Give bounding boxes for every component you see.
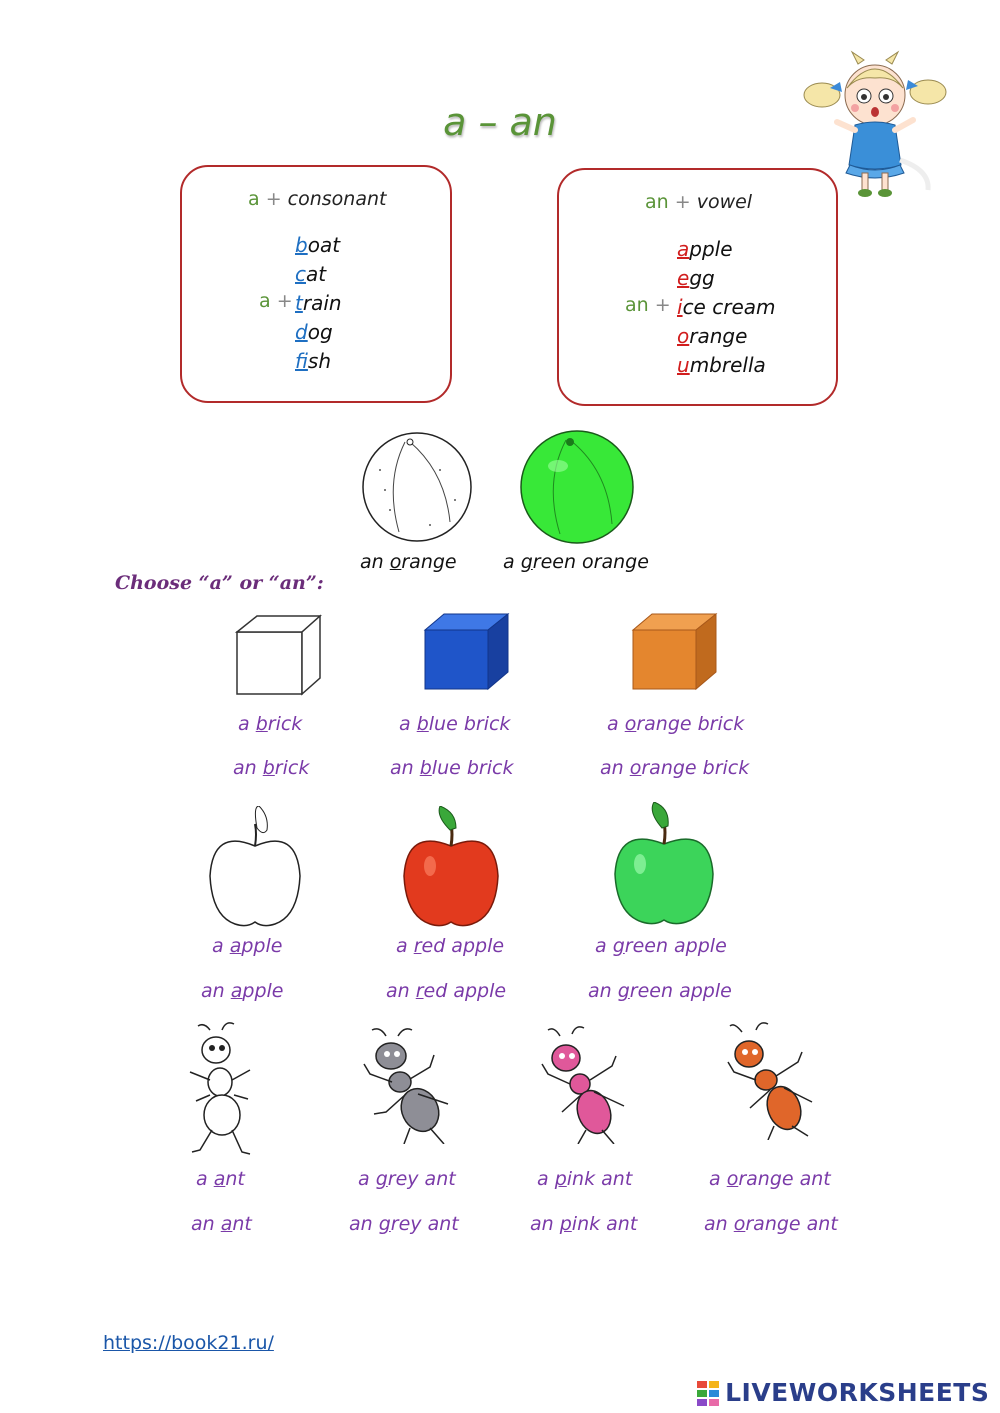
word-first-letter: o (677, 324, 690, 348)
option-a-red-apple[interactable] (396, 935, 504, 957)
option-an-orange-ant[interactable] (704, 1213, 838, 1235)
liveworksheets-logo (696, 1378, 989, 1407)
vowel-word (677, 322, 775, 351)
logo-mark-icon (696, 1379, 720, 1407)
caption-article: an (360, 551, 384, 573)
consonant-rule-box (180, 165, 452, 403)
option-underlined-letter: o (733, 1213, 746, 1235)
word-first-letter: u (677, 353, 690, 377)
option-underlined-letter: g (612, 935, 625, 957)
word-rest: pple (689, 237, 733, 261)
option-a-ant[interactable] (196, 1168, 245, 1190)
option-article: an (588, 980, 612, 1002)
option-underlined-letter: g (378, 1213, 391, 1235)
option-a-orange-brick[interactable] (607, 713, 744, 735)
green-orange-image (518, 428, 636, 546)
rule-plus: + (674, 191, 691, 213)
grey-ant-image (358, 1024, 458, 1144)
option-an-grey-ant[interactable] (349, 1213, 459, 1235)
orange-ant-head (735, 1041, 763, 1067)
option-article: a (396, 935, 408, 957)
word-first-letter: i (677, 295, 683, 319)
option-article: an (530, 1213, 554, 1235)
option-rest: rick (267, 713, 303, 735)
option-rest: lue brick (431, 757, 514, 779)
option-a-pink-ant[interactable] (537, 1168, 632, 1190)
option-underlined-letter: a (230, 980, 243, 1002)
green-apple-fill (615, 839, 713, 924)
option-underlined-letter: o (726, 1168, 739, 1190)
green-apple-image (610, 802, 718, 926)
caption-rest: range (401, 551, 457, 573)
option-a-green-apple[interactable] (595, 935, 727, 957)
white-brick-image (232, 612, 324, 698)
option-article: a (607, 713, 619, 735)
option-rest: range ant (738, 1168, 831, 1190)
caption-rest: reen orange (532, 551, 649, 573)
vowel-rule-heading (645, 191, 752, 213)
option-article: a (537, 1168, 549, 1190)
word-first-letter: f (295, 349, 308, 373)
option-an-green-apple[interactable] (588, 980, 732, 1002)
orange-outline-image (360, 430, 475, 545)
word-first-letter: t (295, 291, 303, 315)
option-underlined-letter: r (415, 980, 424, 1002)
option-an-orange-brick[interactable] (600, 757, 749, 779)
pink-ant-head (552, 1045, 580, 1071)
orange-brick-image (630, 612, 722, 692)
option-an-ant[interactable] (191, 1213, 252, 1235)
consonant-rule-heading (248, 188, 387, 210)
option-an-brick[interactable] (233, 757, 309, 779)
option-a-brick[interactable] (238, 713, 302, 735)
consonant-side-article (259, 290, 293, 312)
word-first-letter: d (295, 320, 308, 344)
vowel-word (677, 264, 775, 293)
word-first-letter: e (677, 266, 690, 290)
option-an-blue-brick[interactable] (390, 757, 513, 779)
option-underlined-letter: o (624, 713, 637, 735)
page-title: a – an (443, 100, 557, 144)
option-underlined-letter: b (416, 713, 429, 735)
rule-label: vowel (696, 191, 753, 213)
option-underlined-letter: g (375, 1168, 388, 1190)
option-article: an (386, 980, 410, 1002)
option-rest: ed apple (421, 935, 505, 957)
word-rest: at (306, 262, 327, 286)
vowel-rule-box (557, 168, 838, 406)
rule-plus: + (265, 188, 282, 210)
consonant-word (295, 260, 342, 289)
side-article-text: an (625, 294, 649, 316)
option-rest: ink ant (571, 1213, 638, 1235)
option-underlined-letter: r (413, 935, 422, 957)
option-rest: ink ant (566, 1168, 633, 1190)
consonant-word (295, 318, 342, 347)
side-plus: + (654, 294, 671, 316)
option-article: an (390, 757, 414, 779)
caption-underlined-letter: g (520, 551, 533, 573)
option-article: a (595, 935, 607, 957)
option-rest: reen apple (629, 980, 732, 1002)
option-an-red-apple[interactable] (386, 980, 506, 1002)
option-an-apple[interactable] (201, 980, 283, 1002)
caption-an-orange (360, 551, 457, 573)
word-first-letter: b (295, 233, 308, 257)
option-rest: pple (242, 980, 284, 1002)
choose-prompt: Choose “a” or “an”: (115, 572, 324, 594)
caption-underlined-letter: o (389, 551, 402, 573)
option-article: a (358, 1168, 370, 1190)
option-underlined-letter: b (419, 757, 432, 779)
option-underlined-letter: a (213, 1168, 226, 1190)
option-rest: ed apple (423, 980, 507, 1002)
vowel-word (677, 351, 775, 380)
option-a-orange-ant[interactable] (709, 1168, 831, 1190)
option-article: an (233, 757, 257, 779)
red-apple-fill (404, 841, 498, 926)
white-apple-image (205, 806, 305, 928)
vowel-word (677, 293, 775, 322)
word-first-letter: a (677, 237, 690, 261)
option-article: an (349, 1213, 373, 1235)
rule-label: consonant (287, 188, 387, 210)
option-underlined-letter: a (229, 935, 242, 957)
pink-ant-image (538, 1024, 633, 1144)
caption-article: a (503, 551, 515, 573)
option-underlined-letter: b (255, 713, 268, 735)
rule-article: a (248, 188, 260, 210)
word-rest: gg (689, 266, 715, 290)
option-article: a (212, 935, 224, 957)
option-underlined-letter: b (262, 757, 275, 779)
vowel-word-list (677, 235, 775, 380)
option-article: an (191, 1213, 215, 1235)
brand-name: LIVEWORKSHEETS (725, 1378, 990, 1407)
option-rest: lue brick (428, 713, 511, 735)
option-underlined-letter: o (629, 757, 642, 779)
option-rest: range brick (641, 757, 750, 779)
vowel-side-article (625, 294, 671, 316)
option-rest: reen apple (624, 935, 727, 957)
option-rest: nt (232, 1213, 252, 1235)
option-rest: rick (274, 757, 310, 779)
word-first-letter: c (295, 262, 306, 286)
source-link[interactable]: https://book21.ru/ (103, 1332, 274, 1354)
consonant-word (295, 231, 342, 260)
blue-brick-image (422, 612, 514, 692)
rule-article: an (645, 191, 669, 213)
option-underlined-letter: g (617, 980, 630, 1002)
caption-a-green-orange (503, 551, 649, 573)
word-rest: ce cream (682, 295, 776, 319)
option-rest: range ant (745, 1213, 838, 1235)
word-rest: range (689, 324, 748, 348)
side-article-text: a (259, 290, 271, 312)
white-ant-image (180, 1020, 260, 1160)
option-a-grey-ant[interactable] (358, 1168, 456, 1190)
word-rest: oat (307, 233, 341, 257)
consonant-word (295, 347, 342, 376)
word-rest: rain (302, 291, 342, 315)
word-rest: og (307, 320, 333, 344)
option-article: a (238, 713, 250, 735)
side-plus: + (276, 290, 293, 312)
consonant-word (295, 289, 342, 318)
word-rest: ish (307, 349, 332, 373)
option-an-pink-ant[interactable] (530, 1213, 637, 1235)
word-rest: mbrella (689, 353, 766, 377)
option-underlined-letter: p (554, 1168, 567, 1190)
option-article: an (201, 980, 225, 1002)
option-article: an (600, 757, 624, 779)
consonant-word-list (295, 231, 342, 376)
option-rest: rey ant (390, 1213, 459, 1235)
orange-ant-image (722, 1018, 822, 1140)
green-orange-fill (521, 431, 633, 543)
grey-ant-head (376, 1043, 406, 1069)
red-apple-image (400, 806, 502, 928)
option-article: a (709, 1168, 721, 1190)
option-rest: range brick (636, 713, 745, 735)
option-rest: pple (241, 935, 283, 957)
option-rest: nt (225, 1168, 245, 1190)
option-article: a (399, 713, 411, 735)
option-article: an (704, 1213, 728, 1235)
option-underlined-letter: a (220, 1213, 233, 1235)
option-a-apple[interactable] (212, 935, 282, 957)
option-underlined-letter: p (559, 1213, 572, 1235)
option-article: a (196, 1168, 208, 1190)
option-a-blue-brick[interactable] (399, 713, 510, 735)
vowel-word (677, 235, 775, 264)
option-rest: rey ant (387, 1168, 456, 1190)
